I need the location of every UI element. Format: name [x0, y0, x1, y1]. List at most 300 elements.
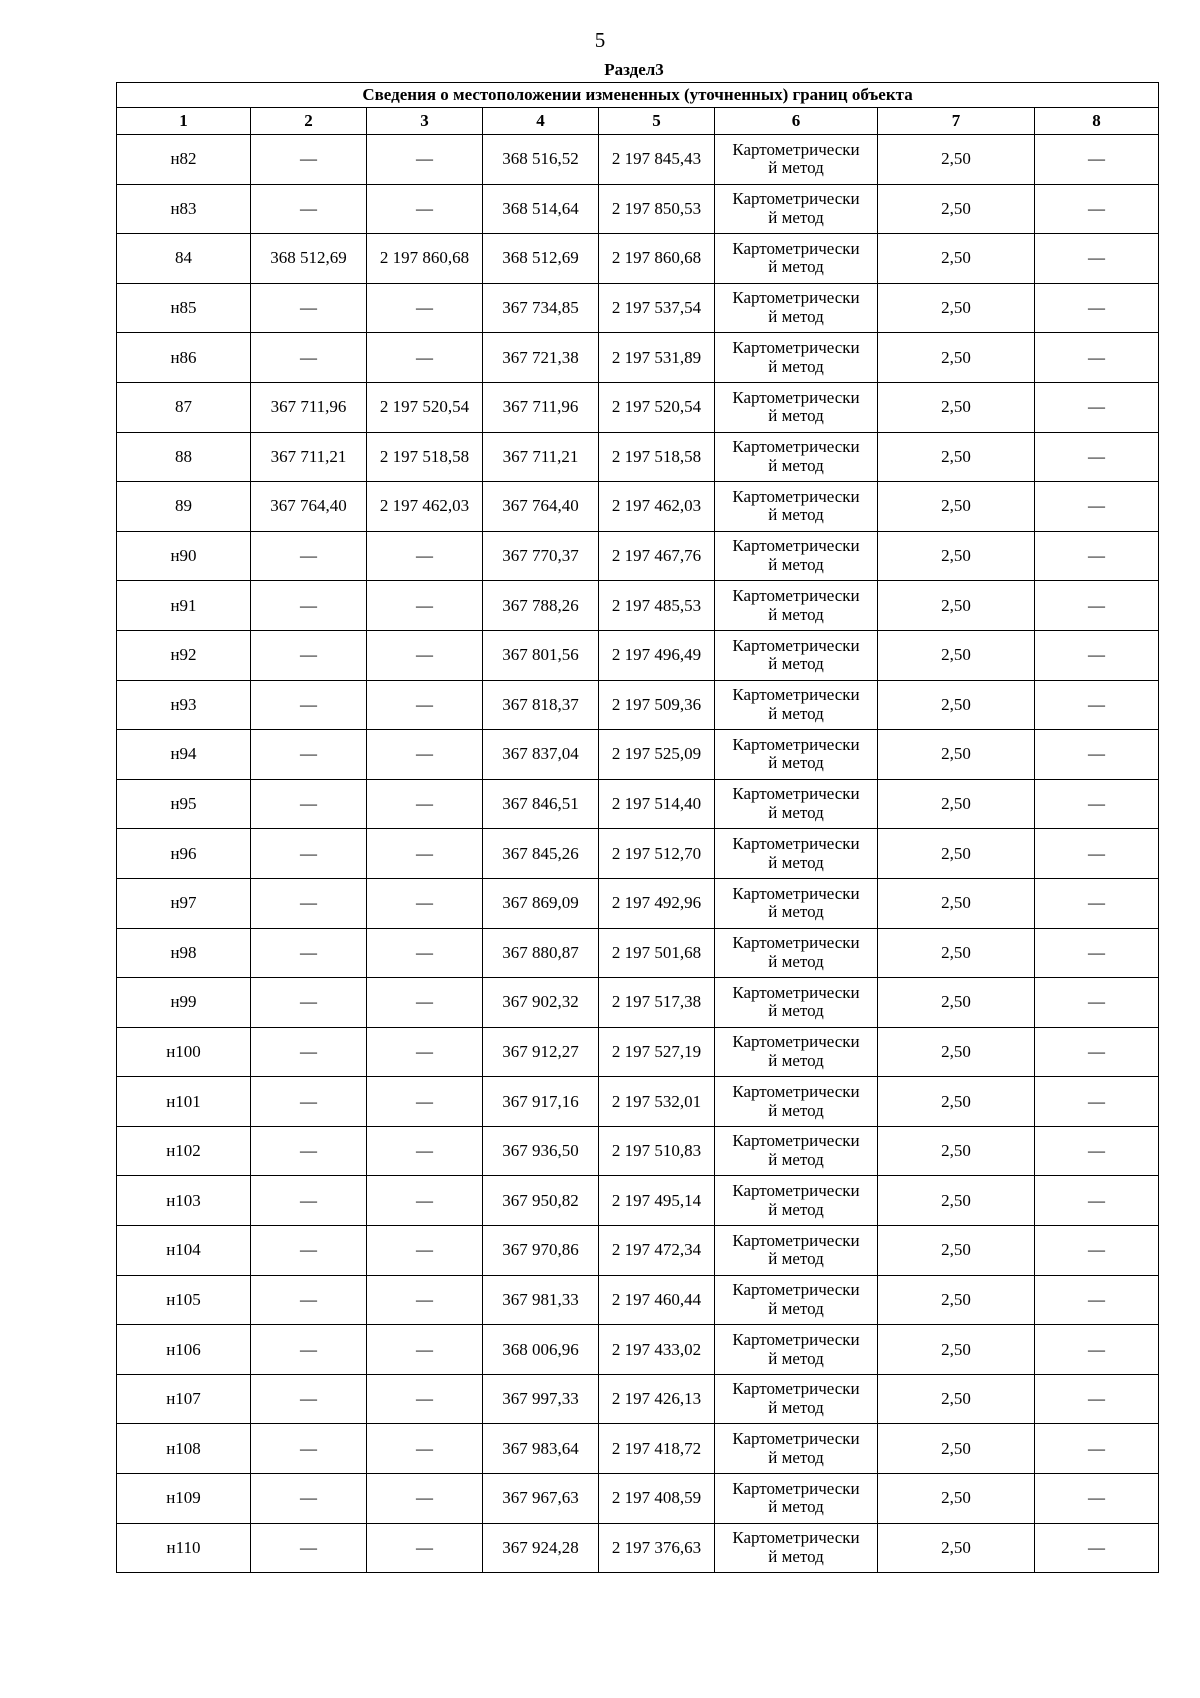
x-old-cell: 367 764,40 — [251, 482, 367, 532]
column-header: 8 — [1035, 108, 1159, 135]
column-header: 1 — [117, 108, 251, 135]
accuracy-cell: 2,50 — [878, 1275, 1035, 1325]
table-row — [117, 1325, 1159, 1375]
x-old-cell: — — [251, 135, 367, 185]
y-new-cell: 2 197 496,49 — [599, 630, 715, 680]
y-new-cell: 2 197 518,58 — [599, 432, 715, 482]
x-new-cell: 367 770,37 — [483, 531, 599, 581]
method-text-line-2: й метод — [768, 604, 824, 624]
table-row — [117, 184, 1159, 234]
method-text-line-1: Картометрически — [732, 1429, 860, 1449]
method-cell — [715, 630, 878, 680]
x-new-cell: 367 734,85 — [483, 283, 599, 333]
method-text-line-2: й метод — [768, 455, 824, 475]
table-row — [117, 829, 1159, 879]
table-row — [117, 878, 1159, 928]
method-text-line-1: Картометрически — [732, 1528, 860, 1548]
x-new-cell: 367 967,63 — [483, 1474, 599, 1524]
method-cell — [715, 432, 878, 482]
method-cell — [715, 382, 878, 432]
x-old-cell: — — [251, 630, 367, 680]
note-cell: — — [1035, 1325, 1159, 1375]
x-old-cell: — — [251, 531, 367, 581]
y-old-cell: — — [367, 333, 483, 383]
point-name-cell: н94 — [117, 730, 251, 780]
method-text-line-1: Картометрически — [732, 1032, 860, 1052]
x-old-cell: — — [251, 1027, 367, 1077]
method-text-line-1: Картометрически — [732, 982, 860, 1002]
note-cell: — — [1035, 1126, 1159, 1176]
method-text-line-2: й метод — [768, 703, 824, 723]
x-new-cell: 367 845,26 — [483, 829, 599, 879]
column-header: 7 — [878, 108, 1035, 135]
method-cell — [715, 234, 878, 284]
column-header: 5 — [599, 108, 715, 135]
y-old-cell: — — [367, 1226, 483, 1276]
method-text-line-1: Картометрически — [732, 536, 860, 556]
x-old-cell: — — [251, 581, 367, 631]
x-new-cell: 367 917,16 — [483, 1077, 599, 1127]
y-new-cell: 2 197 426,13 — [599, 1374, 715, 1424]
y-new-cell: 2 197 525,09 — [599, 730, 715, 780]
point-name-cell: н91 — [117, 581, 251, 631]
method-text-line-2: й метод — [768, 654, 824, 674]
x-new-cell: 367 902,32 — [483, 978, 599, 1028]
y-old-cell: — — [367, 680, 483, 730]
point-name-cell: н107 — [117, 1374, 251, 1424]
method-text-line-1: Картометрически — [732, 288, 860, 308]
table-row — [117, 531, 1159, 581]
y-new-cell: 2 197 850,53 — [599, 184, 715, 234]
table-row — [117, 382, 1159, 432]
boundary-coordinates-table — [116, 82, 1159, 1573]
method-text-line-2: й метод — [768, 1100, 824, 1120]
method-text-line-1: Картометрически — [732, 784, 860, 804]
x-old-cell: — — [251, 779, 367, 829]
note-cell: — — [1035, 1424, 1159, 1474]
x-new-cell: 367 711,96 — [483, 382, 599, 432]
x-old-cell: — — [251, 283, 367, 333]
x-old-cell: 367 711,21 — [251, 432, 367, 482]
x-new-cell: 367 837,04 — [483, 730, 599, 780]
method-text-line-2: й метод — [768, 1001, 824, 1021]
table-row — [117, 482, 1159, 532]
table-row — [117, 1374, 1159, 1424]
method-text-line-1: Картометрически — [732, 238, 860, 258]
x-old-cell: — — [251, 978, 367, 1028]
y-old-cell: — — [367, 829, 483, 879]
method-cell — [715, 928, 878, 978]
table-row — [117, 283, 1159, 333]
method-text-line-2: й метод — [768, 1398, 824, 1418]
y-old-cell: — — [367, 1424, 483, 1474]
accuracy-cell: 2,50 — [878, 1374, 1035, 1424]
point-name-cell: 89 — [117, 482, 251, 532]
method-text-line-2: й метод — [768, 852, 824, 872]
note-cell: — — [1035, 730, 1159, 780]
table-row — [117, 1424, 1159, 1474]
point-name-cell: н100 — [117, 1027, 251, 1077]
point-name-cell: н95 — [117, 779, 251, 829]
x-new-cell: 367 912,27 — [483, 1027, 599, 1077]
note-cell: — — [1035, 680, 1159, 730]
y-old-cell: — — [367, 184, 483, 234]
note-cell: — — [1035, 878, 1159, 928]
note-cell: — — [1035, 234, 1159, 284]
note-cell: — — [1035, 928, 1159, 978]
y-new-cell: 2 197 510,83 — [599, 1126, 715, 1176]
y-old-cell: 2 197 860,68 — [367, 234, 483, 284]
note-cell: — — [1035, 135, 1159, 185]
method-text-line-1: Картометрически — [732, 1329, 860, 1349]
note-cell: — — [1035, 1027, 1159, 1077]
point-name-cell: н86 — [117, 333, 251, 383]
point-name-cell: н90 — [117, 531, 251, 581]
method-cell — [715, 482, 878, 532]
x-new-cell: 367 818,37 — [483, 680, 599, 730]
note-cell: — — [1035, 779, 1159, 829]
accuracy-cell: 2,50 — [878, 1027, 1035, 1077]
x-new-cell: 367 764,40 — [483, 482, 599, 532]
x-old-cell: — — [251, 1523, 367, 1573]
column-header: 2 — [251, 108, 367, 135]
accuracy-cell: 2,50 — [878, 333, 1035, 383]
method-cell — [715, 1374, 878, 1424]
x-new-cell: 367 981,33 — [483, 1275, 599, 1325]
accuracy-cell: 2,50 — [878, 382, 1035, 432]
x-old-cell: 368 512,69 — [251, 234, 367, 284]
method-cell — [715, 531, 878, 581]
table-row — [117, 779, 1159, 829]
method-cell — [715, 878, 878, 928]
table-row — [117, 730, 1159, 780]
x-new-cell: 367 788,26 — [483, 581, 599, 631]
y-old-cell: — — [367, 779, 483, 829]
note-cell: — — [1035, 1176, 1159, 1226]
note-cell: — — [1035, 482, 1159, 532]
accuracy-cell: 2,50 — [878, 630, 1035, 680]
x-old-cell: — — [251, 1226, 367, 1276]
point-name-cell: н102 — [117, 1126, 251, 1176]
y-new-cell: 2 197 527,19 — [599, 1027, 715, 1077]
y-old-cell: — — [367, 1275, 483, 1325]
point-name-cell: н92 — [117, 630, 251, 680]
point-name-cell: н97 — [117, 878, 251, 928]
y-old-cell: — — [367, 1176, 483, 1226]
method-text-line-2: й метод — [768, 307, 824, 327]
method-text-line-1: Картометрически — [732, 933, 860, 953]
method-text-line-1: Картометрически — [732, 337, 860, 357]
y-old-cell: — — [367, 581, 483, 631]
x-new-cell: 367 869,09 — [483, 878, 599, 928]
method-text-line-2: й метод — [768, 1050, 824, 1070]
y-old-cell: — — [367, 1126, 483, 1176]
point-name-cell: н98 — [117, 928, 251, 978]
method-text-line-2: й метод — [768, 1199, 824, 1219]
note-cell: — — [1035, 283, 1159, 333]
y-new-cell: 2 197 537,54 — [599, 283, 715, 333]
y-new-cell: 2 197 492,96 — [599, 878, 715, 928]
method-text-line-2: й метод — [768, 406, 824, 426]
method-text-line-1: Картометрически — [732, 734, 860, 754]
x-new-cell: 367 880,87 — [483, 928, 599, 978]
point-name-cell: н83 — [117, 184, 251, 234]
method-cell — [715, 779, 878, 829]
method-text-line-2: й метод — [768, 753, 824, 773]
x-new-cell: 367 801,56 — [483, 630, 599, 680]
method-cell — [715, 829, 878, 879]
x-new-cell: 368 516,52 — [483, 135, 599, 185]
x-old-cell: — — [251, 1275, 367, 1325]
x-old-cell: — — [251, 1077, 367, 1127]
y-new-cell: 2 197 517,38 — [599, 978, 715, 1028]
method-text-line-2: й метод — [768, 951, 824, 971]
method-cell — [715, 1077, 878, 1127]
method-text-line-2: й метод — [768, 356, 824, 376]
x-new-cell: 367 711,21 — [483, 432, 599, 482]
x-old-cell: — — [251, 1474, 367, 1524]
x-old-cell: — — [251, 829, 367, 879]
accuracy-cell: 2,50 — [878, 432, 1035, 482]
accuracy-cell: 2,50 — [878, 482, 1035, 532]
x-old-cell: — — [251, 1424, 367, 1474]
method-text-line-2: й метод — [768, 1546, 824, 1566]
method-text-line-2: й метод — [768, 555, 824, 575]
y-new-cell: 2 197 460,44 — [599, 1275, 715, 1325]
method-cell — [715, 184, 878, 234]
accuracy-cell: 2,50 — [878, 1126, 1035, 1176]
x-old-cell: 367 711,96 — [251, 382, 367, 432]
method-text-line-1: Картометрически — [732, 486, 860, 506]
y-new-cell: 2 197 531,89 — [599, 333, 715, 383]
method-text-line-1: Картометрически — [732, 635, 860, 655]
y-new-cell: 2 197 514,40 — [599, 779, 715, 829]
table-row — [117, 1275, 1159, 1325]
point-name-cell: н109 — [117, 1474, 251, 1524]
y-new-cell: 2 197 408,59 — [599, 1474, 715, 1524]
method-text-line-1: Картометрически — [732, 585, 860, 605]
y-old-cell: — — [367, 978, 483, 1028]
table-caption: Сведения о местоположении измененных (уточненных) границ объекта — [117, 83, 1159, 108]
point-name-cell: н93 — [117, 680, 251, 730]
y-new-cell: 2 197 501,68 — [599, 928, 715, 978]
table-row — [117, 432, 1159, 482]
table-row — [117, 978, 1159, 1028]
y-old-cell: — — [367, 1523, 483, 1573]
method-cell — [715, 730, 878, 780]
accuracy-cell: 2,50 — [878, 829, 1035, 879]
section-title: Раздел3 — [604, 60, 664, 79]
note-cell: — — [1035, 829, 1159, 879]
table-row — [117, 1523, 1159, 1573]
note-cell: — — [1035, 1523, 1159, 1573]
method-text-line-2: й метод — [768, 1249, 824, 1269]
table-row — [117, 630, 1159, 680]
y-new-cell: 2 197 485,53 — [599, 581, 715, 631]
x-new-cell: 368 514,64 — [483, 184, 599, 234]
note-cell: — — [1035, 333, 1159, 383]
point-name-cell: н96 — [117, 829, 251, 879]
y-new-cell: 2 197 433,02 — [599, 1325, 715, 1375]
note-cell: — — [1035, 432, 1159, 482]
y-new-cell: 2 197 532,01 — [599, 1077, 715, 1127]
x-new-cell: 368 512,69 — [483, 234, 599, 284]
x-new-cell: 367 846,51 — [483, 779, 599, 829]
note-cell: — — [1035, 630, 1159, 680]
point-name-cell: н105 — [117, 1275, 251, 1325]
x-old-cell: — — [251, 730, 367, 780]
y-old-cell: — — [367, 1077, 483, 1127]
accuracy-cell: 2,50 — [878, 135, 1035, 185]
x-new-cell: 367 983,64 — [483, 1424, 599, 1474]
note-cell: — — [1035, 531, 1159, 581]
accuracy-cell: 2,50 — [878, 779, 1035, 829]
method-text-line-2: й метод — [768, 1447, 824, 1467]
table-row — [117, 1226, 1159, 1276]
method-text-line-2: й метод — [768, 207, 824, 227]
point-name-cell: н103 — [117, 1176, 251, 1226]
method-cell — [715, 1523, 878, 1573]
point-name-cell: н104 — [117, 1226, 251, 1276]
y-new-cell: 2 197 495,14 — [599, 1176, 715, 1226]
accuracy-cell: 2,50 — [878, 234, 1035, 284]
x-old-cell: — — [251, 184, 367, 234]
method-text-line-2: й метод — [768, 257, 824, 277]
y-old-cell: — — [367, 283, 483, 333]
y-new-cell: 2 197 845,43 — [599, 135, 715, 185]
table-body — [117, 135, 1159, 1573]
point-name-cell: 84 — [117, 234, 251, 284]
method-cell — [715, 283, 878, 333]
x-new-cell: 367 997,33 — [483, 1374, 599, 1424]
table-row — [117, 928, 1159, 978]
y-old-cell: — — [367, 730, 483, 780]
method-cell — [715, 1176, 878, 1226]
method-text-line-2: й метод — [768, 505, 824, 525]
method-cell — [715, 1424, 878, 1474]
method-text-line-1: Картометрически — [732, 1478, 860, 1498]
x-old-cell: — — [251, 333, 367, 383]
y-new-cell: 2 197 520,54 — [599, 382, 715, 432]
method-text-line-1: Картометрически — [732, 1181, 860, 1201]
x-new-cell: 367 721,38 — [483, 333, 599, 383]
x-new-cell: 367 924,28 — [483, 1523, 599, 1573]
y-new-cell: 2 197 462,03 — [599, 482, 715, 532]
table-row — [117, 1474, 1159, 1524]
column-header: 6 — [715, 108, 878, 135]
accuracy-cell: 2,50 — [878, 1077, 1035, 1127]
y-new-cell: 2 197 376,63 — [599, 1523, 715, 1573]
y-old-cell: — — [367, 878, 483, 928]
method-text-line-1: Картометрически — [732, 387, 860, 407]
table-row — [117, 1176, 1159, 1226]
table-row — [117, 135, 1159, 185]
table-row — [117, 1126, 1159, 1176]
x-old-cell: — — [251, 878, 367, 928]
y-old-cell: — — [367, 1027, 483, 1077]
x-old-cell: — — [251, 1325, 367, 1375]
method-text-line-1: Картометрически — [732, 1379, 860, 1399]
method-text-line-1: Картометрически — [732, 189, 860, 209]
point-name-cell: н99 — [117, 978, 251, 1028]
point-name-cell: н110 — [117, 1523, 251, 1573]
accuracy-cell: 2,50 — [878, 1325, 1035, 1375]
y-new-cell: 2 197 467,76 — [599, 531, 715, 581]
table-header-row — [117, 108, 1159, 135]
point-name-cell: н108 — [117, 1424, 251, 1474]
method-text-line-1: Картометрически — [732, 1230, 860, 1250]
accuracy-cell: 2,50 — [878, 1474, 1035, 1524]
point-name-cell: н82 — [117, 135, 251, 185]
point-name-cell: н106 — [117, 1325, 251, 1375]
x-new-cell: 368 006,96 — [483, 1325, 599, 1375]
y-new-cell: 2 197 509,36 — [599, 680, 715, 730]
method-text-line-1: Картометрически — [732, 437, 860, 457]
method-cell — [715, 1325, 878, 1375]
method-cell — [715, 581, 878, 631]
method-cell — [715, 135, 878, 185]
accuracy-cell: 2,50 — [878, 1523, 1035, 1573]
method-cell — [715, 1474, 878, 1524]
method-cell — [715, 1226, 878, 1276]
note-cell: — — [1035, 184, 1159, 234]
method-text-line-2: й метод — [768, 803, 824, 823]
y-old-cell: 2 197 520,54 — [367, 382, 483, 432]
method-text-line-1: Картометрически — [732, 139, 860, 159]
accuracy-cell: 2,50 — [878, 928, 1035, 978]
point-name-cell: 88 — [117, 432, 251, 482]
accuracy-cell: 2,50 — [878, 1176, 1035, 1226]
method-text-line-2: й метод — [768, 1150, 824, 1170]
accuracy-cell: 2,50 — [878, 1424, 1035, 1474]
x-new-cell: 367 936,50 — [483, 1126, 599, 1176]
table-row — [117, 333, 1159, 383]
page-number: 5 — [594, 28, 606, 52]
point-name-cell: н101 — [117, 1077, 251, 1127]
accuracy-cell: 2,50 — [878, 184, 1035, 234]
y-new-cell: 2 197 860,68 — [599, 234, 715, 284]
y-new-cell: 2 197 418,72 — [599, 1424, 715, 1474]
y-old-cell: — — [367, 1474, 483, 1524]
method-text-line-1: Картометрически — [732, 685, 860, 705]
method-text-line-2: й метод — [768, 158, 824, 178]
y-new-cell: 2 197 472,34 — [599, 1226, 715, 1276]
x-old-cell: — — [251, 1126, 367, 1176]
table-row — [117, 581, 1159, 631]
x-old-cell: — — [251, 1176, 367, 1226]
note-cell: — — [1035, 978, 1159, 1028]
accuracy-cell: 2,50 — [878, 978, 1035, 1028]
accuracy-cell: 2,50 — [878, 531, 1035, 581]
accuracy-cell: 2,50 — [878, 730, 1035, 780]
note-cell: — — [1035, 1077, 1159, 1127]
accuracy-cell: 2,50 — [878, 878, 1035, 928]
point-name-cell: н85 — [117, 283, 251, 333]
note-cell: — — [1035, 581, 1159, 631]
x-old-cell: — — [251, 680, 367, 730]
y-old-cell: — — [367, 1325, 483, 1375]
accuracy-cell: 2,50 — [878, 680, 1035, 730]
y-old-cell: 2 197 518,58 — [367, 432, 483, 482]
method-text-line-2: й метод — [768, 1298, 824, 1318]
accuracy-cell: 2,50 — [878, 1226, 1035, 1276]
y-old-cell: — — [367, 928, 483, 978]
note-cell: — — [1035, 382, 1159, 432]
table-row — [117, 234, 1159, 284]
y-old-cell: — — [367, 531, 483, 581]
y-old-cell: — — [367, 135, 483, 185]
note-cell: — — [1035, 1474, 1159, 1524]
